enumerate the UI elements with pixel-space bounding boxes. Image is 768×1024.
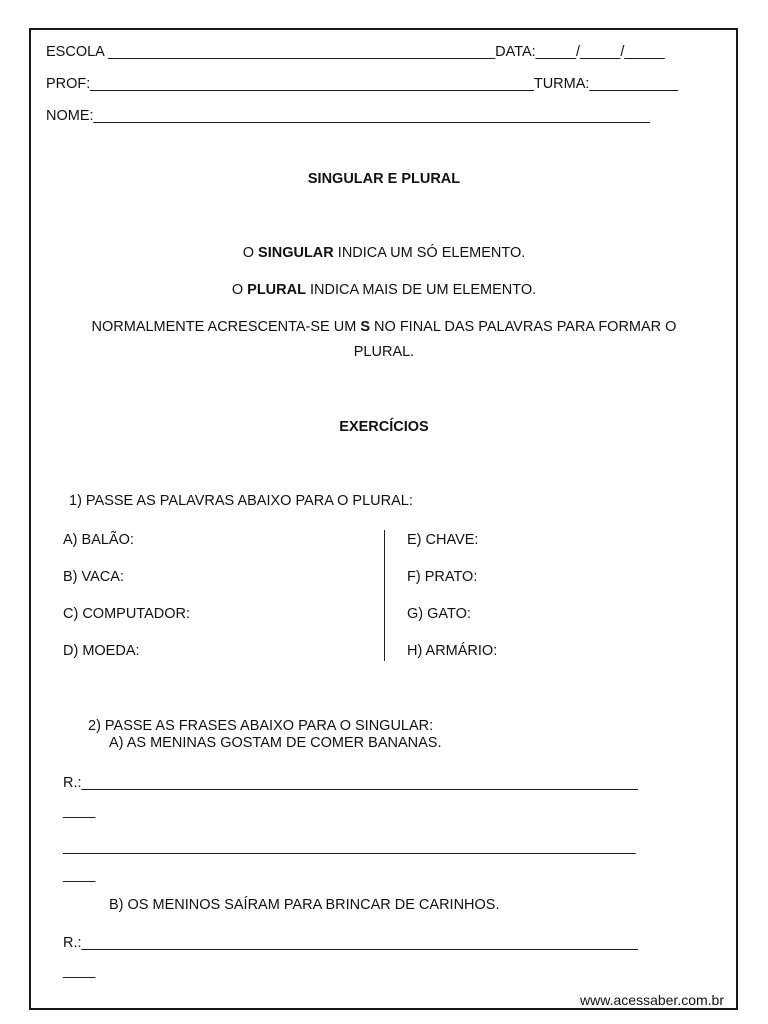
plural-rule: NORMALMENTE ACRESCENTA-SE UM S NO FINAL DAS PALAVRAS PARA FORMAR O <box>91 319 677 335</box>
q2b-answer-line-2: ____ <box>63 963 96 979</box>
q1-item-d: D) MOEDA: <box>63 643 140 659</box>
header-escola-line: ESCOLA ________________________________________________DATA:_____/_____/_____ <box>46 44 665 60</box>
q1-item-a: A) BALÃO: <box>63 532 134 548</box>
exercises-heading: EXERCÍCIOS <box>339 419 429 435</box>
plural-definition: O PLURAL INDICA MAIS DE UM ELEMENTO. <box>231 282 537 298</box>
q1-item-g: G) GATO: <box>407 606 471 622</box>
plural-rule-continuation: PLURAL. <box>353 344 415 360</box>
q1-item-b: B) VACA: <box>63 569 124 585</box>
q2b-answer-line-1: R.:_____________________________________________________________________ <box>63 935 638 951</box>
question-1-prompt: 1) PASSE AS PALAVRAS ABAIXO PARA O PLURAL: <box>69 493 413 509</box>
header-prof-line: PROF:_______________________________________________________TURMA:___________ <box>46 76 679 92</box>
question-2-prompt: 2) PASSE AS FRASES ABAIXO PARA O SINGULAR: <box>88 718 434 734</box>
singular-definition: O SINGULAR INDICA UM SÓ ELEMENTO. <box>242 245 526 261</box>
q2a-answer-line-2: ____ <box>63 803 96 819</box>
q2a-answer-line-4: ____ <box>63 867 96 883</box>
q2-sentence-a: A) AS MENINAS GOSTAM DE COMER BANANAS. <box>109 735 442 751</box>
q1-item-c: C) COMPUTADOR: <box>63 606 191 622</box>
footer-website: www.acessaber.com.br <box>580 992 724 1008</box>
header-nome-line: NOME:_____________________________________________________________________ <box>46 108 650 124</box>
column-divider <box>384 530 385 661</box>
q2a-answer-line-1: R.:_____________________________________________________________________ <box>63 775 638 791</box>
q2-sentence-b: B) OS MENINOS SAÍRAM PARA BRINCAR DE CARINHOS. <box>109 897 500 913</box>
q1-item-h: H) ARMÁRIO: <box>407 643 498 659</box>
q2a-answer-line-3: _______________________________________________________________________ <box>63 839 636 855</box>
page-title: SINGULAR E PLURAL <box>307 171 461 187</box>
q1-item-e: E) CHAVE: <box>407 532 479 548</box>
q1-item-f: F) PRATO: <box>407 569 478 585</box>
